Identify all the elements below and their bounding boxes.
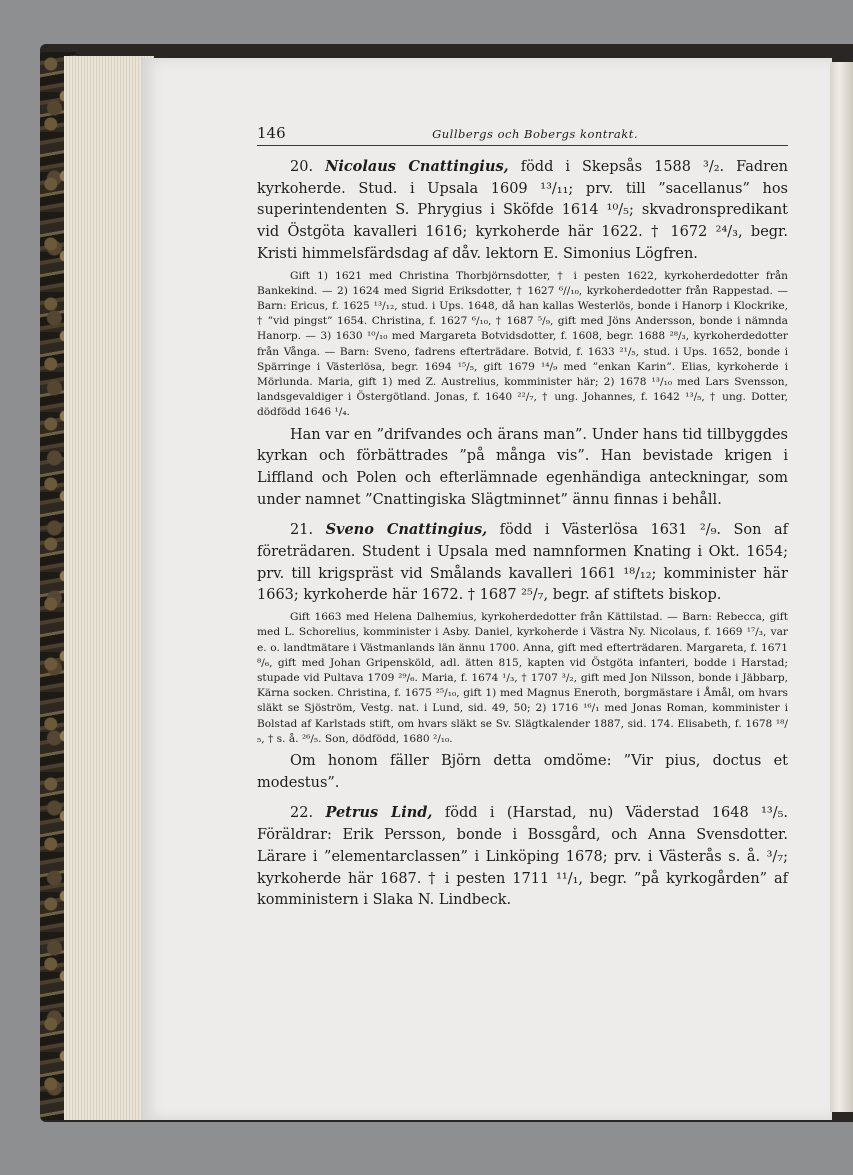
entry-20-closing: Han var en ”drifvandes och ärans man”. Under hans tid tillbyggdes kyrkan och förbättrades ”på många vis”. Han bevistade krigen i Liffland och Polen och efterlämnade egenhändiga anteckningar, som under namnet ”Cnattingiska Slägtminnet” ännu finnas i behåll. — [257, 426, 788, 508]
entry-20-main — [257, 156, 788, 266]
entry-number: 20. — [290, 159, 314, 175]
entry-name: Petrus Lind, — [325, 804, 433, 822]
entry-21-family: Gift 1663 med Helena Dalhemius, kyrkoherdedotter från Kättilstad. — Barn: Rebecca, gift med L. Schorelius, komminister i Asby. Daniel, kyrkoherde i Västra Ny. Nicolaus, f. 1669 ¹⁷/₃, var e. o. landtmätare i Västmanlands län ännu 1700. Anna, gift med efterträdaren. Margareta, f. 1671 ⁸/₆, gift med Johan Gripensköld, adl. ätten 815, kapten vid Östgöta infanteri, bodde i Harstad; stupade vid Pultava 1709 ²⁹/₆. Maria, f. 1674 ¹/₃, † 1707 ³/₂, gift med Jon Nilsson, bonde i Jäbbarp, Kärna socken. Christina, f. 1675 ²⁵/₁₀, gift 1) med Magnus Eneroth, borgmästare i Åmål, om hvars släkt se Sjöström, Vestg. nat. i Lund, sid. 49, 50; 2) 1716 ¹⁶/₁ med Jonas Roman, komminister i Bolstad af Karlstads stift, om hvars släkt se Sv. Slägtkalender 1887, sid. 174. Elisabeth, f. 1678 ¹⁸/₅, † s. å. ²⁶/₅. Son, dödfödd, 1680 ²/₁₀. — [257, 611, 788, 745]
entry-text: född i (Harstad, nu) Väderstad 1648 ¹³/₅. Föräldrar: Erik Persson, bonde i Bossgård, och Anna Svensdotter. Lärare i ”elementarclassen” i Linköping 1678; prv. i Västerås s. å. ³/₇; kyrkoherde här 1687. † i pesten 1711 ¹¹/₁, begr. ”på kyrkogården” af komministern i Slaka N. Lindbeck. — [257, 805, 789, 909]
entry-text: född i Skepsås 1588 ³/₂. Fadren kyrkoherde. Stud. i Upsala 1609 ¹³/₁₁; prv. till ”sacellanus” hos superintendenten S. Phrygius i Sköfde 1614 ¹⁰/₅; skvadronspredikant vid Östgöta kavalleri 1616; kyrkoherde här 1622. † 1672 ²⁴/₃, begr. Kristi himmelsfärdsdag af dåv. lektorn E. Simonius Lögfren. — [257, 159, 788, 262]
entry-21-closing: Om honom fäller Björn detta omdöme: ”Vir pius, doctus et modestus”. — [257, 753, 788, 791]
page-header — [257, 124, 788, 146]
page-text — [257, 124, 788, 912]
facing-page-edge — [830, 62, 853, 1112]
entry-20-family: Gift 1) 1621 med Christina Thorbjörnsdotter, † i pesten 1622, kyrkoherdedotter från Bankekind. — 2) 1624 med Sigrid Eriksdotter, † 1627 ⁶//₁₀, kyrkoherdedotter från Rappestad. — Barn: Ericus, f. 1625 ¹³/₁₂, stud. i Ups. 1648, då han kallas Westerlös, bonde i Hanorp i Klockrike, † ”vid pingst” 1654. Christina, f. 1627 ⁶/₁₀, † 1687 ⁵/₉, gift med Jöns Andersson, bonde i nämnda Hanorp. — 3) 1630 ¹⁰/₁₀ med Margareta Botvidsdotter, f. 1608, begr. 1688 ²⁸/₃, kyrkoherdedotter från Vånga. — Barn: Sveno, fadrens efterträdare. Botvid, f. 1633 ²¹/₅, stud. i Ups. 1652, bonde i Spärringe i Västerlösa, begr. 1694 ¹⁵/₅, gift 1679 ¹⁴/₉ med ”enkan Karin”. Elias, kyrkoherde i Mörlunda. Maria, gift 1) med Z. Austrelius, komminister här; 2) 1678 ¹³/₁₀ med Lars Svensson, landsgevaldiger i Östergötland. Jonas, f. 1640 ²²/₇, † ung. Johannes, f. 1642 ¹³/₅, † ung. Dotter, dödfödd 1646 ¹/₄. — [257, 269, 788, 419]
page-number: 146 — [257, 124, 286, 142]
entry-22-main — [257, 802, 788, 912]
running-title: Gullbergs och Bobergs kontrakt. — [432, 127, 638, 141]
entry-number: 22. — [290, 805, 314, 822]
entry-text: född i Västerlösa 1631 ²/₉. Son af företrädaren. Student i Upsala med namnformen Knating i Okt. 1654; prv. till krigspräst vid Smålands kavalleri 1661 ¹⁸/₁₂; komminister här 1663; kyrkoherde här 1672. † 1687 ²⁵/₇, begr. af stiftets biskop. — [257, 522, 789, 604]
page-stack — [64, 56, 154, 1120]
entry-number: 21. — [290, 522, 314, 539]
entry-name: Nicolaus Cnattingius, — [325, 158, 509, 175]
entry-name: Sveno Cnattingius, — [325, 521, 488, 539]
entry-21-main — [257, 519, 788, 607]
